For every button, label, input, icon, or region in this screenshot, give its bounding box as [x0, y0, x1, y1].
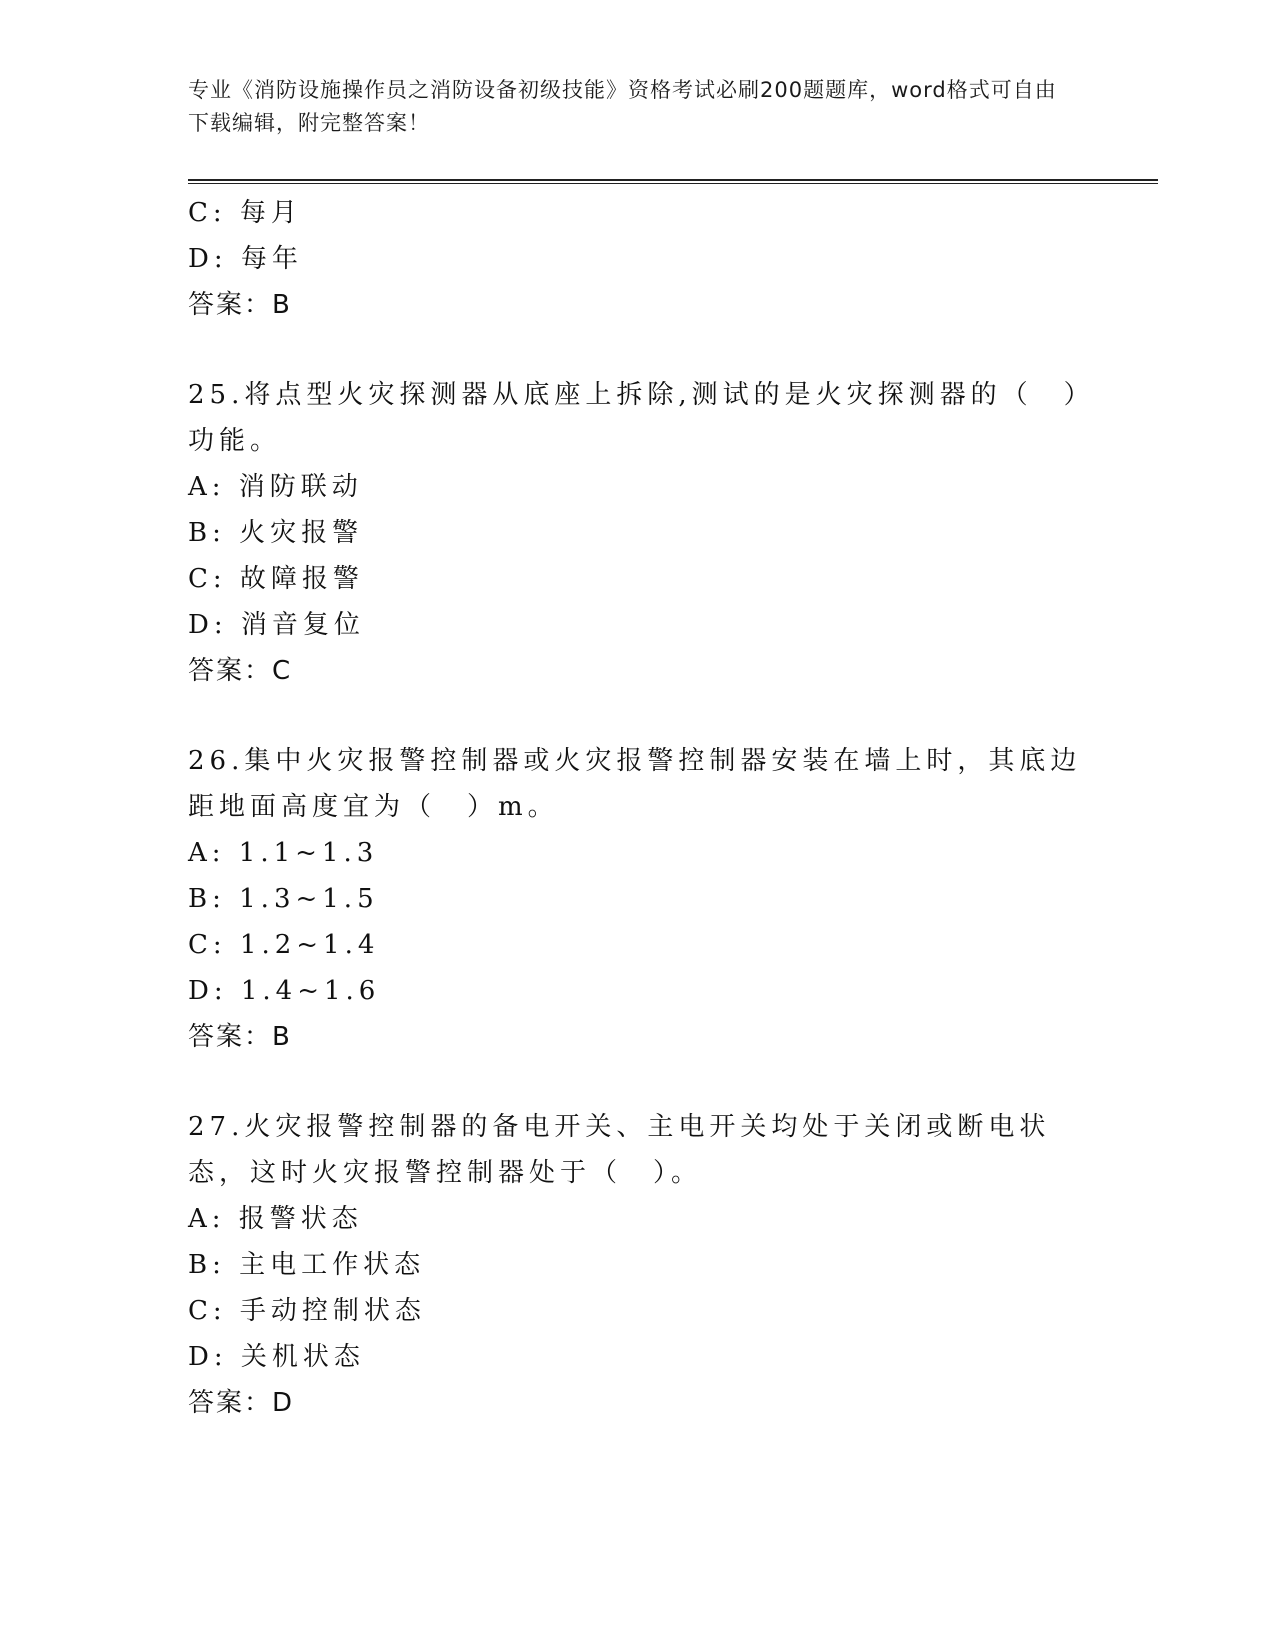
option-a: A: 1.1~1.3: [188, 838, 379, 868]
option-a: A: 报警状态: [188, 1204, 363, 1234]
document-body: [188, 190, 1088, 1426]
answer-line: 答案：C: [188, 656, 293, 686]
question-stem: 27.火灾报警控制器的备电开关、主电开关均处于关闭或断电状态，这时火灾报警控制器处于（ ）。: [188, 1112, 1051, 1188]
option-c: C: 故障报警: [188, 564, 364, 594]
question-27: [188, 1104, 1088, 1426]
question-25: [188, 372, 1088, 694]
answer-line: 答案：B: [188, 1022, 292, 1052]
question-stem: 25.将点型火灾探测器从底座上拆除,测试的是火灾探测器的（ ）功能。: [188, 380, 1082, 456]
option-c: C: 1.2~1.4: [188, 930, 380, 960]
continued-question: [188, 190, 1088, 328]
header-divider-thin: [188, 183, 1158, 184]
option-d: D: 关机状态: [188, 1342, 365, 1372]
option-b: B: 主电工作状态: [188, 1250, 426, 1280]
option-c: C: 每月: [188, 198, 302, 228]
option-b: B: 1.3~1.5: [188, 884, 379, 914]
answer-line: 答案：B: [188, 290, 292, 320]
option-a: A: 消防联动: [188, 472, 363, 502]
option-d: D: 消音复位: [188, 610, 365, 640]
option-b: B: 火灾报警: [188, 518, 364, 548]
option-c: C: 手动控制状态: [188, 1296, 426, 1326]
question-26: [188, 738, 1088, 1060]
page-header: 专业《消防设施操作员之消防设备初级技能》资格考试必刷200题题库，word格式可自由下载编辑，附完整答案！: [188, 78, 1057, 135]
question-stem: 26.集中火灾报警控制器或火灾报警控制器安装在墙上时，其底边距地面高度宜为（ ）m。: [188, 746, 1082, 822]
header-divider: [188, 179, 1158, 181]
option-d: D: 每年: [188, 244, 303, 274]
answer-line: 答案：D: [188, 1388, 295, 1418]
option-d: D: 1.4~1.6: [188, 976, 381, 1006]
